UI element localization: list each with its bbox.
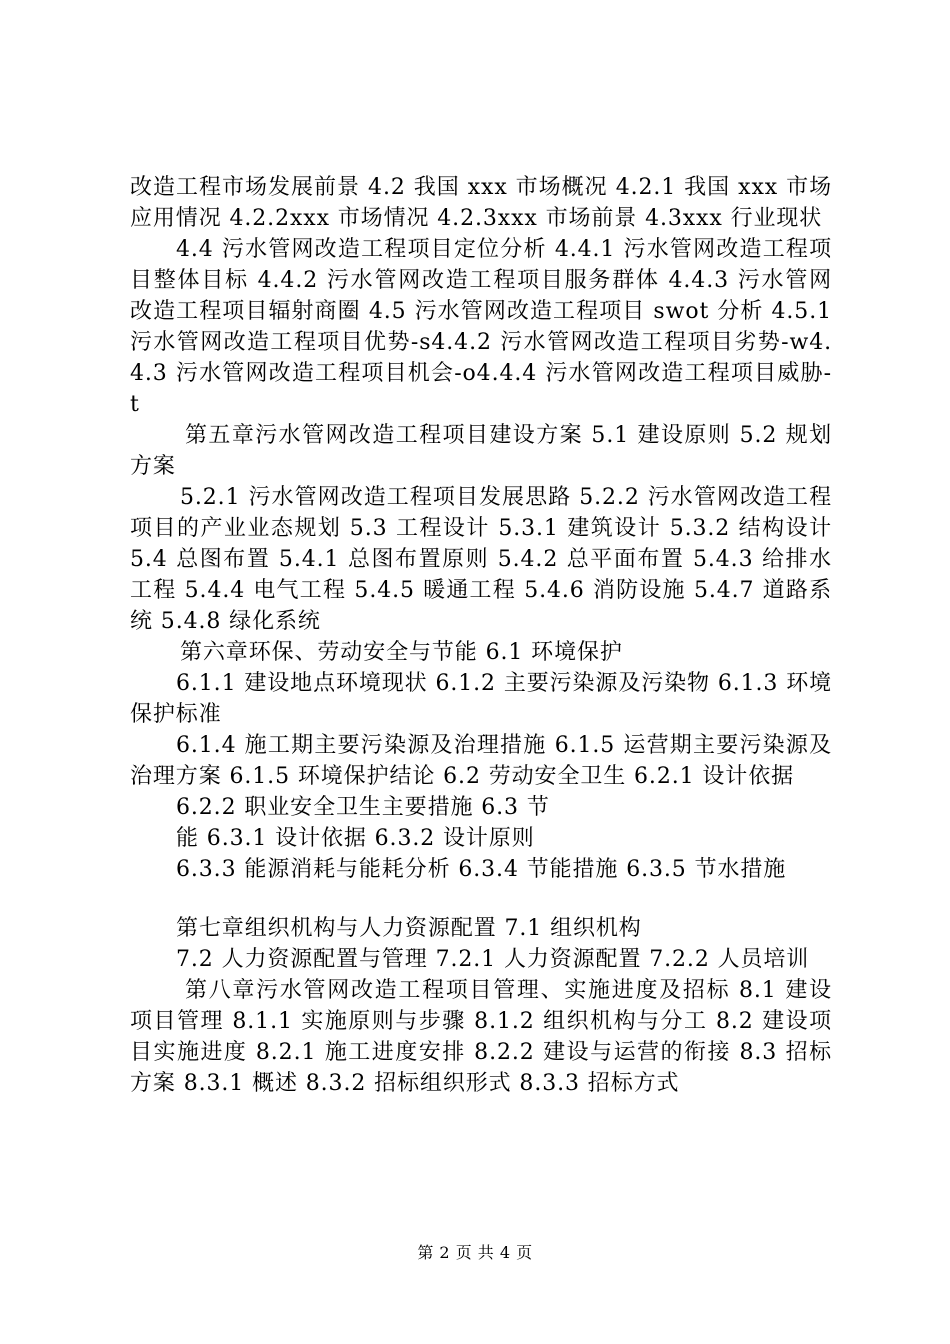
paragraph-safety-measures: 6.2.2 职业安全卫生主要措施 6.3 节 [176,795,550,820]
paragraph-market-outlook: 改造工程市场发展前景 4.2 我国 xxx 市场概况 4.2.1 我国 xxx 市场应用情况 4.2.2xxx 市场情况 4.2.3xxx 市场前景 4.3xxx 行业现状 [130,175,832,231]
paragraph-project-positioning: 4.4 污水管网改造工程项目定位分析 4.4.1 污水管网改造工程项目整体目标 4.4.2 污水管网改造工程项目服务群体 4.4.3 污水管网改造工程项目辐射商圈 4.5 污水管网改造工程项目 swot 分析 4.5.1 污水管网改造工程项目优势-s4.4.2 污水管网改造工程项目劣势-w4.4.3 污水管网改造工程项目机会-o4.4.4 污水管网改造工程项目威胁-t [130,237,832,417]
paragraph-chapter6-heading: 第六章环保、劳动安全与节能 6.1 环境保护 [180,640,623,665]
paragraph-human-resources: 7.2 人力资源配置与管理 7.2.1 人力资源配置 7.2.2 人员培训 [176,947,810,972]
document-body [130,172,832,1099]
paragraph-energy-analysis: 6.3.3 能源消耗与能耗分析 6.3.4 节能措施 6.3.5 节水措施 [176,857,787,882]
page-number-label: 第 2 页 共 4 页 [417,1243,533,1262]
paragraph-chapter5-heading: 第五章污水管网改造工程项目建设方案 5.1 建设原则 5.2 规划方案 [130,423,832,479]
page-footer [0,1243,950,1263]
paragraph-environment-status: 6.1.1 建设地点环境现状 6.1.2 主要污染源及污染物 6.1.3 环境保护标准 [130,671,832,727]
paragraph-chapter8-heading: 第八章污水管网改造工程项目管理、实施进度及招标 8.1 建设项目管理 8.1.1 实施原则与步骤 8.1.2 组织机构与分工 8.2 建设项目实施进度 8.2.1 施工进度安排 8.2.2 建设与运营的衔接 8.3 招标方案 8.3.1 概述 8.3.2 招标组织形式 8.3.3 招标方式 [130,978,832,1096]
paragraph-pollution-control: 6.1.4 施工期主要污染源及治理措施 6.1.5 运营期主要污染源及治理方案 6.1.5 环境保护结论 6.2 劳动安全卫生 6.2.1 设计依据 [130,733,832,789]
paragraph-energy-design: 能 6.3.1 设计依据 6.3.2 设计原则 [176,826,535,851]
paragraph-chapter7-heading: 第七章组织机构与人力资源配置 7.1 组织机构 [176,916,642,941]
paragraph-development-plan: 5.2.1 污水管网改造工程项目发展思路 5.2.2 污水管网改造工程项目的产业业态规划 5.3 工程设计 5.3.1 建筑设计 5.3.2 结构设计 5.4 总图布置 5.4.1 总图布置原则 5.4.2 总平面布置 5.4.3 给排水工程 5.4.4 电气工程 5.4.5 暖通工程 5.4.6 消防设施 5.4.7 道路系统 5.4.8 绿化系统 [130,485,832,634]
